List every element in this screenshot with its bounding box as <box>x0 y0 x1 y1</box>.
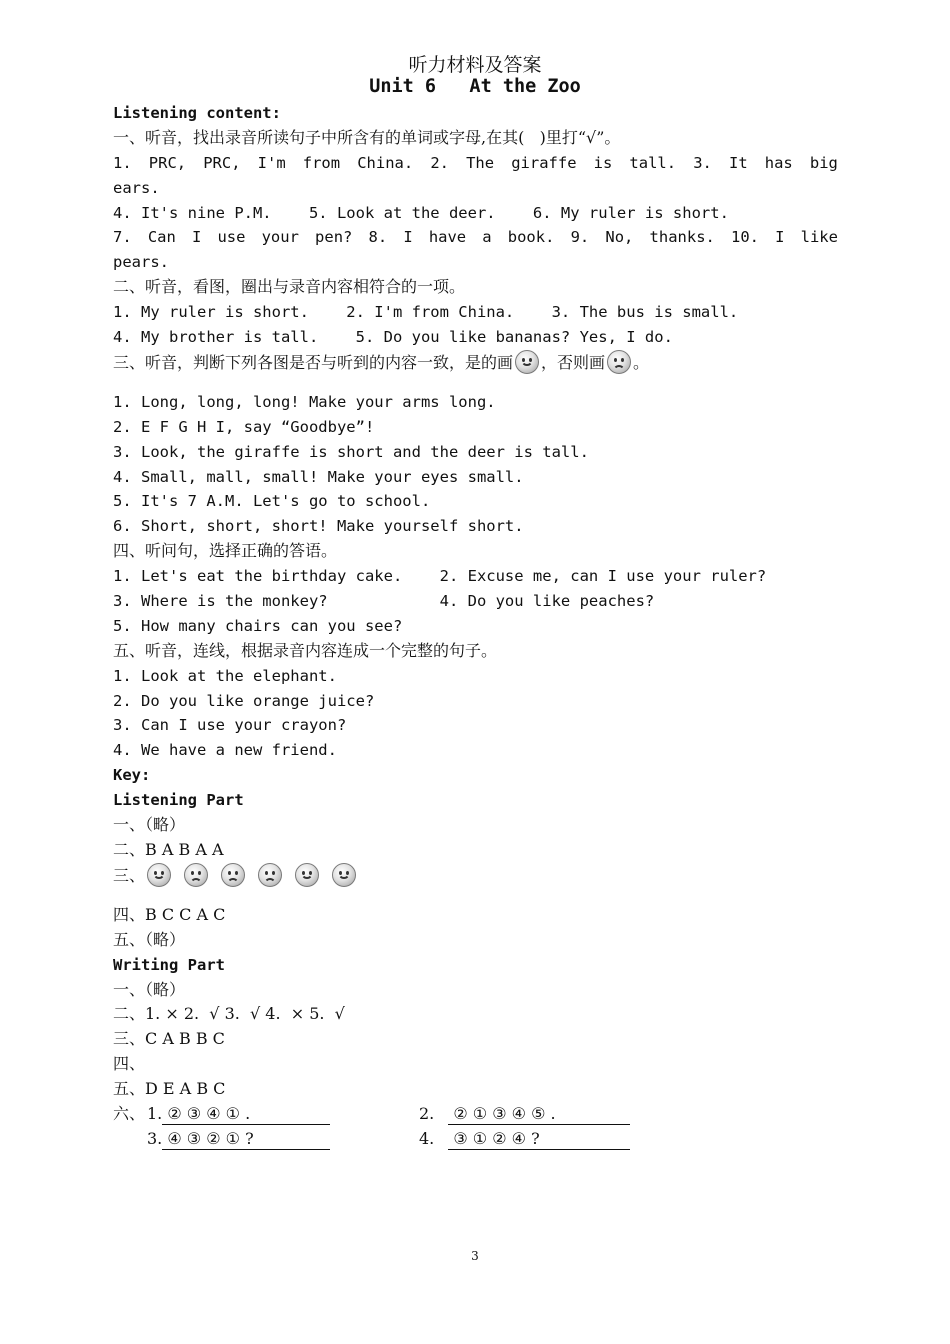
listening-content-label: Listening content: <box>113 104 281 122</box>
key-l3 <box>113 863 838 903</box>
key-w6-prefix: 六、 <box>113 1103 146 1123</box>
key-w1: 一、（略） <box>113 979 186 999</box>
sec5-line: 2. Do you like orange juice? <box>113 691 375 710</box>
key-l5: 五、（略） <box>113 929 186 949</box>
sec4-heading: 四、听问句，选择正确的答语。 <box>113 541 338 561</box>
word: I <box>775 228 785 247</box>
word: book. <box>507 228 555 247</box>
word: like <box>800 228 838 247</box>
word: 1. <box>113 153 132 172</box>
word: giraffe <box>511 153 577 172</box>
word: 7. <box>113 228 132 247</box>
word: 3. <box>693 153 712 172</box>
listening-part-label: Listening Part <box>113 791 244 810</box>
word: I <box>403 228 413 247</box>
sec5-line: 4. We have a new friend. <box>113 741 337 760</box>
sec1-heading: 一、听音，找出录音所读句子中所含有的单词或字母,在其( )里打“√”。 <box>113 127 621 147</box>
sec3-line: 4. Small, mall, small! Make your eyes small. <box>113 467 524 486</box>
sec1-line4 <box>113 225 838 250</box>
key-l4: 四、B C C A C <box>113 904 226 924</box>
key-w6-num: 1. <box>147 1103 163 1123</box>
sec1-line5: pears. <box>113 253 169 272</box>
sec3-heading <box>113 350 838 390</box>
word: 10. <box>731 228 759 247</box>
key-w5: 五、D E A B C <box>113 1079 226 1099</box>
smiley-face-icon <box>515 350 539 374</box>
word: a <box>482 228 492 247</box>
word: have <box>428 228 467 247</box>
sec2-line1: 1. My ruler is short. 2. I'm from China. 3. The bus is small. <box>113 303 739 322</box>
sec3-line: 3. Look, the giraffe is short and the deer is tall. <box>113 442 589 461</box>
word: thanks. <box>649 228 715 247</box>
sec3-heading-c: 。 <box>633 352 650 372</box>
sec1-line3: 4. It's nine P.M. 5. Look at the deer. 6. My ruler is short. <box>113 203 729 222</box>
word: is <box>593 153 613 172</box>
key-w6-row1 <box>113 1102 838 1127</box>
word: I <box>191 228 202 247</box>
key-w3: 三、C A B B C <box>113 1029 225 1049</box>
key-l3-prefix: 三、 <box>113 865 146 885</box>
key-w6-answer: ② ① ③ ④ ⑤ . <box>448 1104 630 1125</box>
key-w6-answer: ③ ① ② ④ ? <box>448 1129 630 1150</box>
word: pen? <box>315 228 353 247</box>
smiley-face-icon <box>147 863 171 887</box>
key-label: Key: <box>113 766 151 785</box>
word: China. <box>357 153 414 172</box>
word: tall. <box>629 153 677 172</box>
sec4-line3: 5. How many chairs can you see? <box>113 616 403 635</box>
sec5-line: 1. Look at the elephant. <box>113 666 337 685</box>
word: 8. <box>368 228 388 247</box>
sec3-line: 1. Long, long, long! Make your arms long. <box>113 392 496 411</box>
word: 2. <box>430 153 449 172</box>
key-w2: 二、1. × 2. √ 3. √ 4. × 5. √ <box>113 1004 345 1024</box>
sec3-line: 2. E F G H I, say “Goodbye”! <box>113 417 375 436</box>
key-w6-num: 3. <box>147 1128 163 1148</box>
writing-part-label: Writing Part <box>113 955 225 974</box>
key-w4: 四、 <box>113 1054 146 1074</box>
smiley-face-icon <box>295 863 319 887</box>
sec5-line: 3. Can I use your crayon? <box>113 716 347 735</box>
key-w6-answer: ② ③ ④ ① . <box>162 1104 330 1125</box>
smiley-face-icon <box>332 863 356 887</box>
word: It <box>728 153 748 172</box>
word: PRC, <box>203 153 241 172</box>
sec4-line1: 1. Let's eat the birthday cake. 2. Excuse me, can I use your ruler? <box>113 567 767 586</box>
word: The <box>466 153 495 172</box>
sec2-line2: 4. My brother is tall. 5. Do you like bananas? Yes, I do. <box>113 328 673 347</box>
word: No, <box>605 228 634 247</box>
title-chinese: 听力材料及答案 <box>408 54 542 76</box>
word: PRC, <box>148 153 187 172</box>
sad-face-icon <box>221 863 245 887</box>
sad-face-icon <box>607 350 631 374</box>
sec1-line1 <box>113 151 838 176</box>
sec3-line: 6. Short, short, short! Make yourself short. <box>113 517 524 536</box>
key-w6-answer: ④ ③ ② ① ? <box>162 1129 330 1150</box>
sad-face-icon <box>258 863 282 887</box>
sec2-heading: 二、听音，看图，圈出与录音内容相符合的一项。 <box>113 277 466 297</box>
content <box>113 101 838 1152</box>
word: from <box>302 153 341 172</box>
word: 9. <box>570 228 590 247</box>
sec3-heading-a: 三、听音，判断下列各图是否与听到的内容一致，是的画 <box>113 352 514 372</box>
key-l2: 二、B A B A A <box>113 839 224 859</box>
sec1-line2: ears. <box>113 178 160 197</box>
word: I'm <box>257 153 286 172</box>
sec3-line: 5. It's 7 A.M. Let's go to school. <box>113 492 431 511</box>
sec5-heading: 五、听音，连线，根据录音内容连成一个完整的句子。 <box>113 640 498 660</box>
key-l1: 一、（略） <box>113 815 186 835</box>
word: use <box>217 228 246 247</box>
sec3-heading-b: ，否则画 <box>541 352 606 372</box>
key-w6-num: 2. <box>419 1103 435 1123</box>
sad-face-icon <box>184 863 208 887</box>
word: big <box>809 153 838 172</box>
page-number: 3 <box>471 1249 479 1263</box>
key-w6-num: 4. <box>419 1128 435 1148</box>
title-unit: Unit 6 At the Zoo <box>369 76 581 97</box>
key-w6-row2 <box>113 1127 838 1152</box>
word: has <box>764 153 793 172</box>
word: your <box>261 228 299 247</box>
word: Can <box>147 228 176 247</box>
sec4-line2: 3. Where is the monkey? 4. Do you like peaches? <box>113 592 655 611</box>
